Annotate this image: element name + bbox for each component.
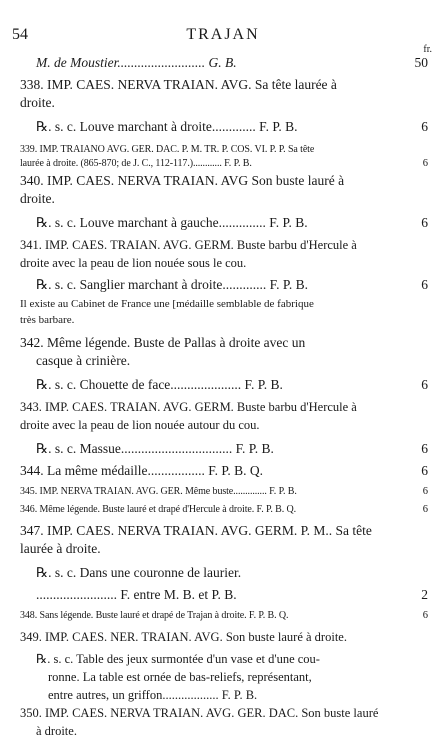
page-header — [0, 26, 446, 55]
entry-line — [0, 440, 446, 460]
entry-line — [0, 628, 446, 648]
entry-text: 343. IMP. CAES. TRAIAN. AVG. GERM. Buste barbu d'Hercule à — [20, 400, 357, 414]
entry-text: très barbare. — [20, 314, 75, 326]
entry-text: ℞. s. c. Louve marchant à gauche.............. F. P. B. — [36, 215, 308, 230]
entry-text: 346. Même légende. Buste lauré et drapé d'Hercule à droite. F. P. B. Q. — [20, 504, 297, 515]
entry-text: droite avec la peau de lion nouée sous le cou. — [20, 256, 247, 270]
entry-text: 347. IMP. CAES. NERVA TRAIAN. AVG. GERM. P. M.. Sa tête — [20, 523, 372, 538]
entry-price: 6 — [421, 441, 428, 456]
entry-text: ℞. s. c. Louve marchant à droite............. F. P. B. — [36, 119, 298, 134]
entry-line — [0, 94, 446, 114]
entry-text: droite. — [20, 95, 55, 110]
entry-line — [0, 668, 446, 688]
entry-line — [0, 190, 446, 210]
entry-line — [0, 236, 446, 256]
entry-text: ℞. s. c. Sanglier marchant à droite............. F. P. B. — [36, 277, 308, 292]
entry-price: 2 — [421, 587, 428, 602]
entry-line — [0, 484, 446, 504]
entry-line — [0, 54, 446, 74]
entry-price: 6 — [421, 215, 428, 230]
entry-line — [0, 214, 446, 234]
entry-line — [0, 522, 446, 542]
entry-line — [0, 502, 446, 522]
entry-price: 6 — [422, 486, 428, 497]
entry-line — [0, 118, 446, 138]
entry-text: entre autres, un griffon.................. F. P. B. — [48, 688, 258, 702]
entry-price: 6 — [422, 504, 428, 515]
entry-line — [0, 352, 446, 372]
entry-price: 6 — [422, 158, 428, 169]
entry-text: 348. Sans légende. Buste lauré et drapé de Trajan à droite. F. P. B. Q. — [20, 610, 289, 621]
entry-price: 6 — [421, 463, 428, 478]
entry-line — [0, 334, 446, 354]
entry-text: Il existe au Cabinet de France une [médaille semblable de fabrique — [20, 298, 314, 310]
entry-text: ronne. La table est ornée de bas-reliefs, représentant, — [48, 670, 312, 684]
entry-price: 6 — [421, 377, 428, 392]
entry-text: 342. Même légende. Buste de Pallas à droite avec un — [20, 335, 306, 350]
entry-line — [0, 276, 446, 296]
entry-text: à droite. — [36, 724, 77, 738]
entry-line — [0, 462, 446, 482]
entry-text: 350. IMP. CAES. NERVA TRAIAN. AVG. GER. DAC. Son buste lauré — [20, 706, 379, 720]
entry-line — [0, 608, 446, 628]
entry-text: 349. IMP. CAES. NER. TRAIAN. AVG. Son buste lauré à droite. — [20, 630, 347, 644]
entry-line — [0, 76, 446, 96]
entry-price: 50 — [414, 55, 428, 70]
entry-text: M. de Moustier.......................... G. B. — [36, 55, 237, 70]
entry-line — [0, 704, 446, 724]
entry-line — [0, 254, 446, 274]
entry-text: 341. IMP. CAES. TRAIAN. AVG. GERM. Buste barbu d'Hercule à — [20, 238, 357, 252]
entry-text: casque à crinière. — [36, 353, 131, 368]
entry-text: ℞. s. c. Chouette de face..................... F. P. B. — [36, 377, 283, 392]
page-number: 54 — [12, 26, 28, 43]
entry-text: ℞. s. c. Dans une couronne de laurier. — [36, 565, 242, 580]
entry-price: 6 — [421, 119, 428, 134]
entry-line — [0, 376, 446, 396]
entry-text: 339. IMP. TRAIANO AVG. GER. DAC. P. M. TR. P. COS. VI. P. P. Sa tête — [20, 144, 315, 155]
entry-line — [0, 398, 446, 418]
entry-line — [0, 172, 446, 192]
entry-text: laurée à droite. — [20, 541, 101, 556]
entry-line — [0, 686, 446, 706]
entry-line — [0, 650, 446, 670]
entry-text: ℞. s. c. Massue................................. F. P. B. — [36, 441, 274, 456]
entry-line — [0, 312, 446, 332]
running-title: TRAJAN — [186, 26, 260, 43]
entry-price: 6 — [422, 610, 428, 621]
entry-text: ........................ F. entre M. B. et P. B. — [36, 587, 237, 602]
entry-text: 338. IMP. CAES. NERVA TRAIAN. AVG. Sa tête laurée à — [20, 77, 337, 92]
column-heading: fr. — [423, 44, 432, 55]
entry-text: ℞. s. c. Table des jeux surmontée d'un vase et d'une cou- — [36, 652, 320, 666]
entry-text: 340. IMP. CAES. NERVA TRAIAN. AVG Son buste lauré à — [20, 173, 345, 188]
entry-text: laurée à droite. (865-870; de J. C., 112-117.)............ F. P. B. — [20, 158, 252, 169]
entry-text: 345. IMP. NERVA TRAIAN. AVG. GER. Même buste.............. F. P. B. — [20, 486, 297, 497]
entry-text: droite avec la peau de lion nouée autour du cou. — [20, 418, 260, 432]
entry-line — [0, 586, 446, 606]
entry-text: 344. La même médaille................. F. P. B. Q. — [20, 463, 264, 478]
entry-price: 6 — [421, 277, 428, 292]
entry-text: droite. — [20, 191, 55, 206]
entry-line — [0, 540, 446, 560]
entry-line — [0, 416, 446, 436]
entry-line — [0, 564, 446, 584]
entry-line — [0, 722, 446, 742]
